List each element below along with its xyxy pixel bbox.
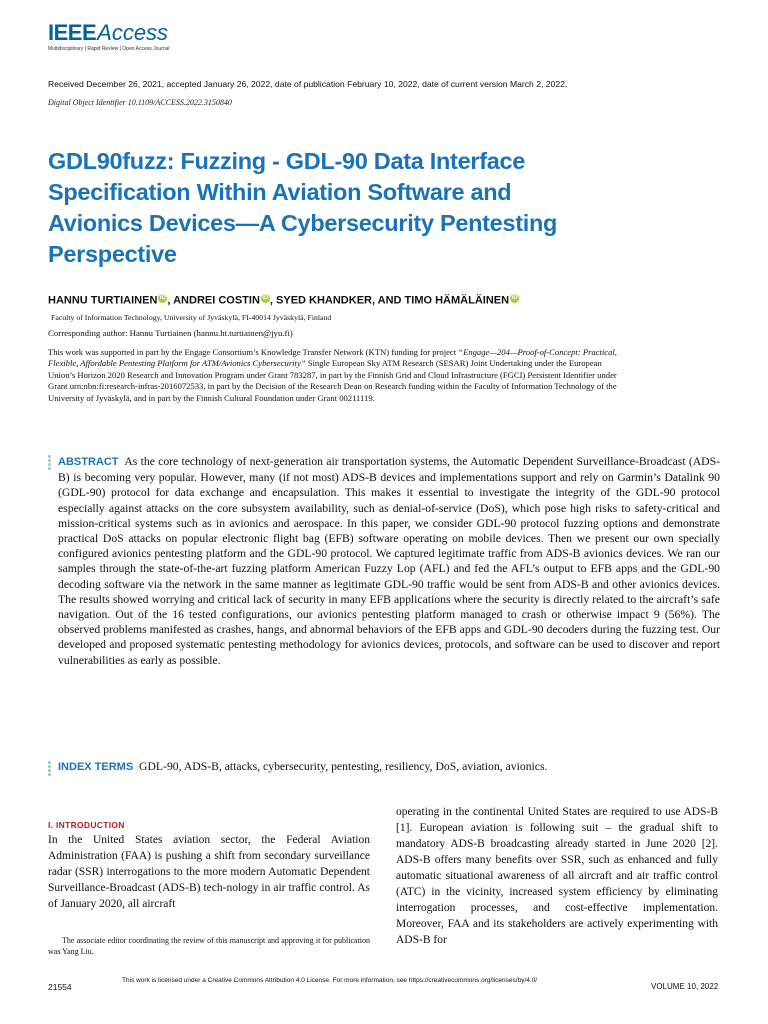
orcid-icon[interactable]: iD <box>159 295 166 301</box>
author-name: SYED KHANDKER, AND TIMO HÄMÄLÄINEN <box>276 294 510 307</box>
index-terms-label: INDEX TERMS <box>58 761 134 773</box>
funding-project-title: “Engage—204—Proof-of-Concept: Practical, Flexible, Affordable Pentesting Platform for ATM/Avionics Cybersecurity” <box>48 347 617 369</box>
journal-tagline: Multidisciplinary | Rapid Review | Open Access Journal <box>48 46 170 52</box>
page-number: 21554 <box>48 982 72 992</box>
editor-footnote: The associate editor coordinating the review of this manuscript and approving it for publication was Yang Liu. <box>48 936 370 956</box>
funding-text-rest: Single European Sky ATM Research (SESAR) Joint Undertaking under the European Union’s Horizon 2020 Research and Innovation Program under Grant 783287, in part by the Finnish Grid and Cloud Infrastructure (FGCI) Persistent Identifier under Grant urn:nbn:fi:research-infras-2016072533, in part by the Decision of the Research Dean on Research funding within the Faculty of Information Technology of the University of Jyväskylä, and in part by the Finnish Cultural Foundation under Grant 00211119. <box>48 358 617 403</box>
section-marker-icon <box>48 455 51 471</box>
author-list: HANNU TURTIAINEN iD , ANDREI COSTIN iD , SYED KHANDKER, AND TIMO HÄMÄLÄINEN iD <box>48 294 518 307</box>
intro-paragraph: In the United States aviation sector, the Federal Aviation Administration (FAA) is pushing a shift from secondary surveillance radar (SSR) interrogations to the more modern Automatic Dependent Surveillance-Broadcast (ADS-B) tech-nology in air traffic control. As of January 2020, all aircraft <box>48 834 370 910</box>
paper-title: GDL90fuzz: Fuzzing - GDL-90 Data Interface Specification Within Aviation Software and Avionics Devices—A Cybersecurity Pentesting Perspective <box>48 148 558 267</box>
index-terms-text: GDL-90, ADS-B, attacks, cybersecurity, pentesting, resiliency, DoS, aviation, avionics. <box>139 760 548 773</box>
funding-text: This work was supported in part by the Engage Consortium’s Knowledge Transfer Network (KTN) funding for project <box>48 347 457 357</box>
right-column: operating in the continental United States are required to use ADS-B [1]. European aviation is following suit – the gradual shift to mandatory ADS-B broadcasting already started in June 2020 [2]. ADS-B offers many benefits over SSR, such as enhanced and fully automatic situational awareness of all aircraft and air traffic control (ATC) in the vicinity, increased system efficiency by eliminating interrogation processes, and cost-effective implementation. Moreover, FAA and its stakeholders are actively experimenting with ADS-B for <box>396 806 718 946</box>
corresponding-author: Corresponding author: Hannu Turtiainen (hannu.ht.turtiainen@jyu.fi) <box>48 328 293 338</box>
logo-access: Access <box>97 20 169 45</box>
orcid-icon[interactable]: iD <box>511 295 518 301</box>
volume-label: VOLUME 10, 2022 <box>651 982 719 991</box>
orcid-icon[interactable]: iD <box>262 295 269 301</box>
section-heading-introduction: I. INTRODUCTION <box>48 820 125 830</box>
journal-logo <box>48 20 168 46</box>
abstract-label: ABSTRACT <box>58 456 119 468</box>
logo-ieee: IEEE <box>48 20 97 45</box>
abstract-text: As the core technology of next-generation air transportation systems, the Automatic Dependent Surveillance-Broadcast (ADS-B) is becoming very popular. However, many (if not most) ADS-B devices and implementations support and rely on Garmin’s Datalink 90 (GDL-90) protocol for data exchange and encapsulation. This makes it essential to investigate the integrity of the GDL-90 protocol especially against attacks on the core subsystem availability, such as denial-of-service (DoS), which pose high risks to safety-critical and mission-critical systems such as in avionics and aerospace. In this paper, we consider GDL-90 protocol fuzzing options and demonstrate practical DoS attacks on popular electronic flight bag (EFB) software operating on mobile devices. Then we present our own specially configured avionics pentesting platform and the GDL-90 protocol. We captured legitimate traffic from ADS-B avionics devices. We ran our samples through the state-of-the-art fuzzing platform American Fuzzy Lop (AFL) and fed the AFL’s output to EFB apps and the GDL-90 decoding software via the network in the same manner as legitimate GDL-90 traffic would be sent from ADS-B and other avionics devices. The results showed worrying and critical lack of security in many EFB applications where the security is directly related to the aircraft’s safe navigation. Out of the 16 tested configurations, our avionics pentesting platform managed to crash or otherwise impact 9 (56%). The observed problems manifested as crashes, hangs, and abnormal behaviors of the EFB apps and GDL-90 decoders during the fuzzing test. Our developed and proposed systematic pentesting methodology for avionics devices, protocols, and software can be used to discover and report vulnerabilities as early as possible. <box>58 455 720 667</box>
author-name: ANDREI COSTIN <box>173 294 260 307</box>
doi: Digital Object Identifier 10.1109/ACCESS.2022.3150840 <box>48 98 232 107</box>
section-marker-icon <box>48 761 51 777</box>
left-column <box>48 818 370 912</box>
funding-statement <box>48 347 628 404</box>
author-name: HANNU TURTIAINEN <box>48 294 158 307</box>
affiliation: Faculty of Information Technology, University of Jyväskylä, FI-40014 Jyväskylä, Finland <box>51 313 332 322</box>
received-dates: Received December 26, 2021, accepted January 26, 2022, date of publication February 10, 2022, date of current version March 2, 2022. <box>48 79 568 89</box>
license-notice: This work is licensed under a Creative Commons Attribution 4.0 License. For more information, see https://creativecommons.org/licenses/by/4.0/ <box>122 977 538 984</box>
